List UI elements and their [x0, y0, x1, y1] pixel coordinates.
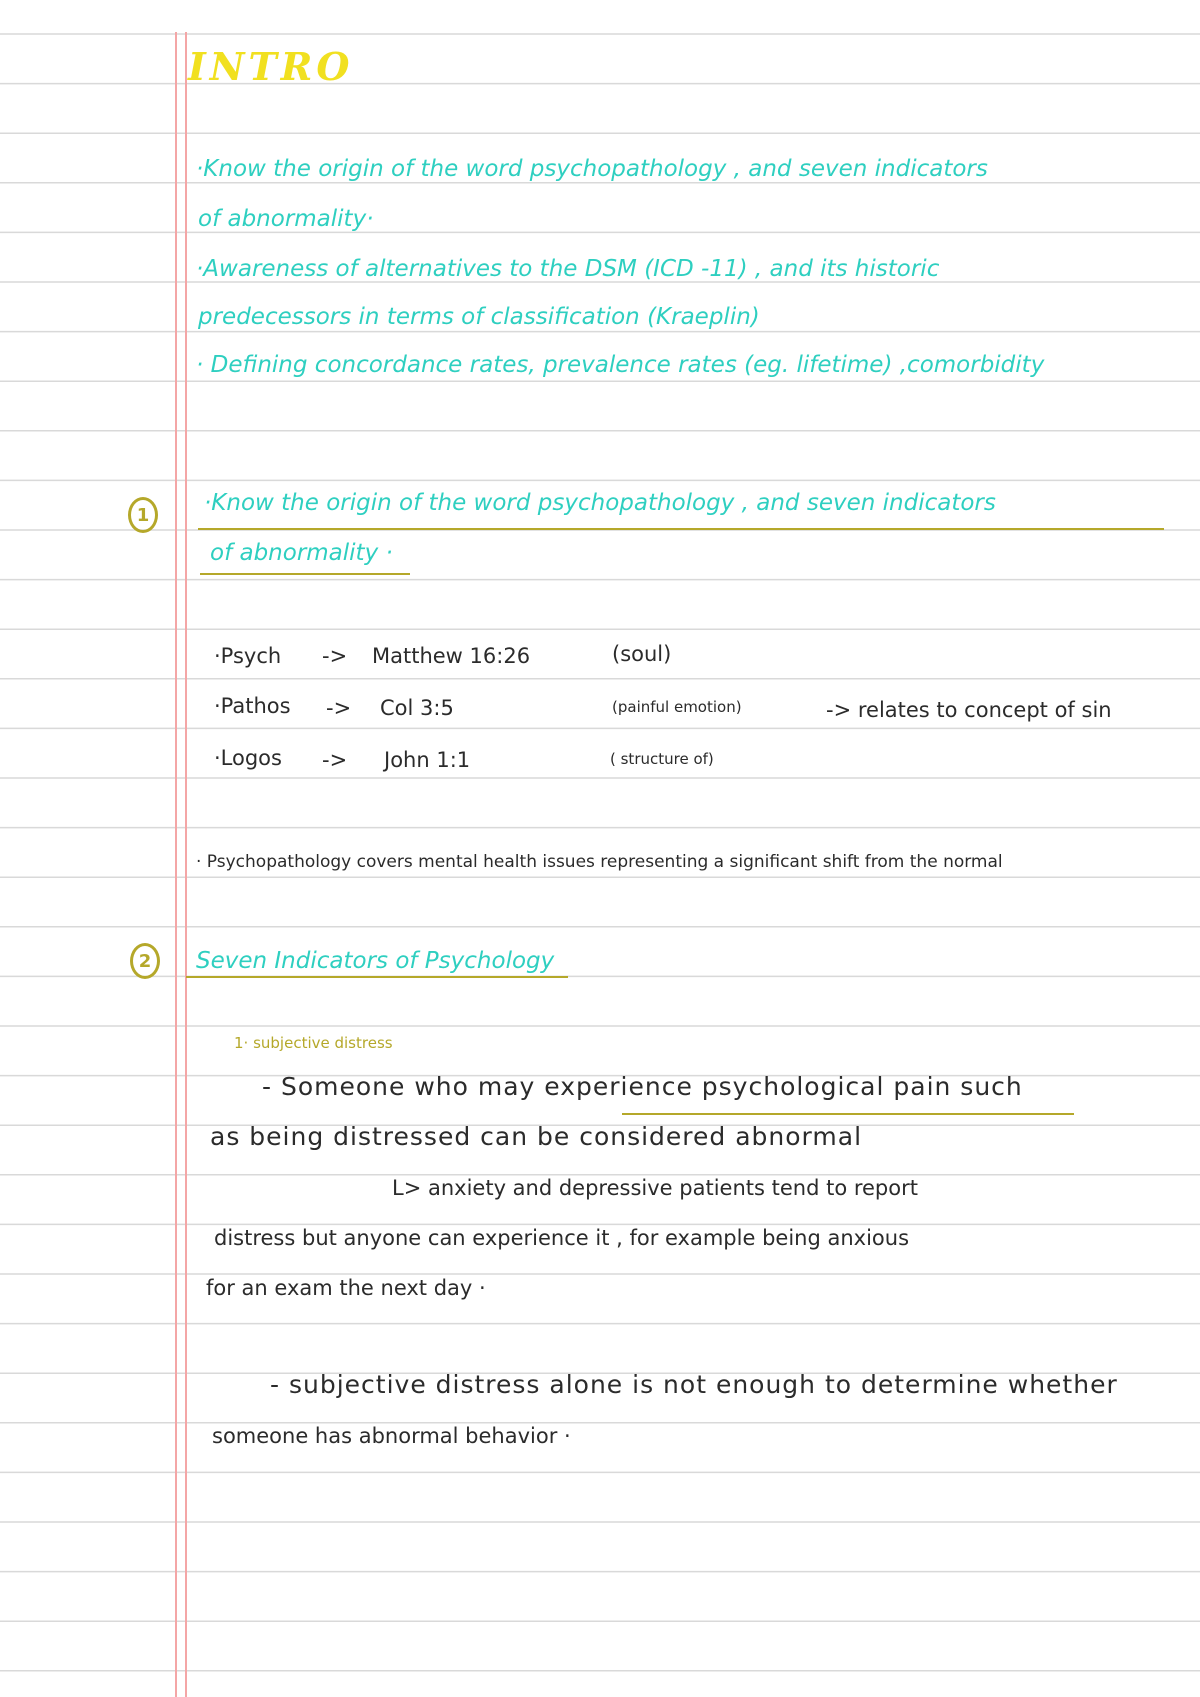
note-line: L> anxiety and depressive patients tend to report	[392, 1176, 918, 1200]
etymology-ref: Col 3:5	[380, 696, 454, 720]
section1-heading-line: ·Know the origin of the word psychopathology , and seven indicators	[204, 490, 996, 516]
section1-heading-line: of abnormality ·	[210, 540, 393, 566]
psychopathology-definition: · Psychopathology covers mental health issues representing a significant shift from the normal	[196, 852, 1003, 872]
section1-heading-underline	[198, 528, 1164, 530]
note-line: - subjective distress alone is not enough to determine whether	[270, 1370, 1118, 1399]
objective-line: · Defining concordance rates, prevalence rates (eg. lifetime) ,comorbidity	[196, 352, 1045, 378]
note-line: distress but anyone can experience it , for example being anxious	[214, 1226, 910, 1250]
highlight-underline	[622, 1113, 1074, 1115]
page-title: INTRO	[188, 44, 354, 89]
indicator-subheading: 1· subjective distress	[234, 1034, 393, 1052]
section2-heading-underline	[186, 976, 568, 978]
section2-heading: Seven Indicators of Psychology	[196, 948, 555, 974]
etymology-meaning: (soul)	[612, 642, 672, 666]
note-line: someone has abnormal behavior ·	[212, 1424, 571, 1448]
objective-line: of abnormality·	[198, 206, 374, 232]
note-line: as being distressed can be considered abnormal	[210, 1122, 863, 1151]
etymology-word: ·Pathos	[214, 694, 291, 718]
objective-line: predecessors in terms of classification (Kraeplin)	[198, 304, 760, 330]
etymology-word: ·Psych	[214, 644, 282, 668]
note-line: - Someone who may experience psychological pain such	[262, 1072, 1023, 1101]
note-line: for an exam the next day ·	[206, 1276, 486, 1300]
etymology-ref: John 1:1	[384, 748, 471, 772]
section1-heading-underline	[200, 573, 410, 575]
objective-line: ·Awareness of alternatives to the DSM (ICD -11) , and its historic	[196, 256, 940, 282]
etymology-word: ·Logos	[214, 746, 282, 770]
section-number-2: 2	[130, 943, 160, 979]
etymology-meaning: ( structure of)	[610, 750, 714, 768]
etymology-extra: -> relates to concept of sin	[826, 698, 1112, 722]
objective-line: ·Know the origin of the word psychopathology , and seven indicators	[196, 156, 988, 182]
etymology-ref: Matthew 16:26	[372, 644, 531, 668]
etymology-arrow: ->	[326, 696, 352, 720]
section-number-1: 1	[128, 497, 158, 533]
etymology-arrow: ->	[322, 644, 348, 668]
etymology-arrow: ->	[322, 748, 348, 772]
etymology-meaning: (painful emotion)	[612, 698, 742, 716]
